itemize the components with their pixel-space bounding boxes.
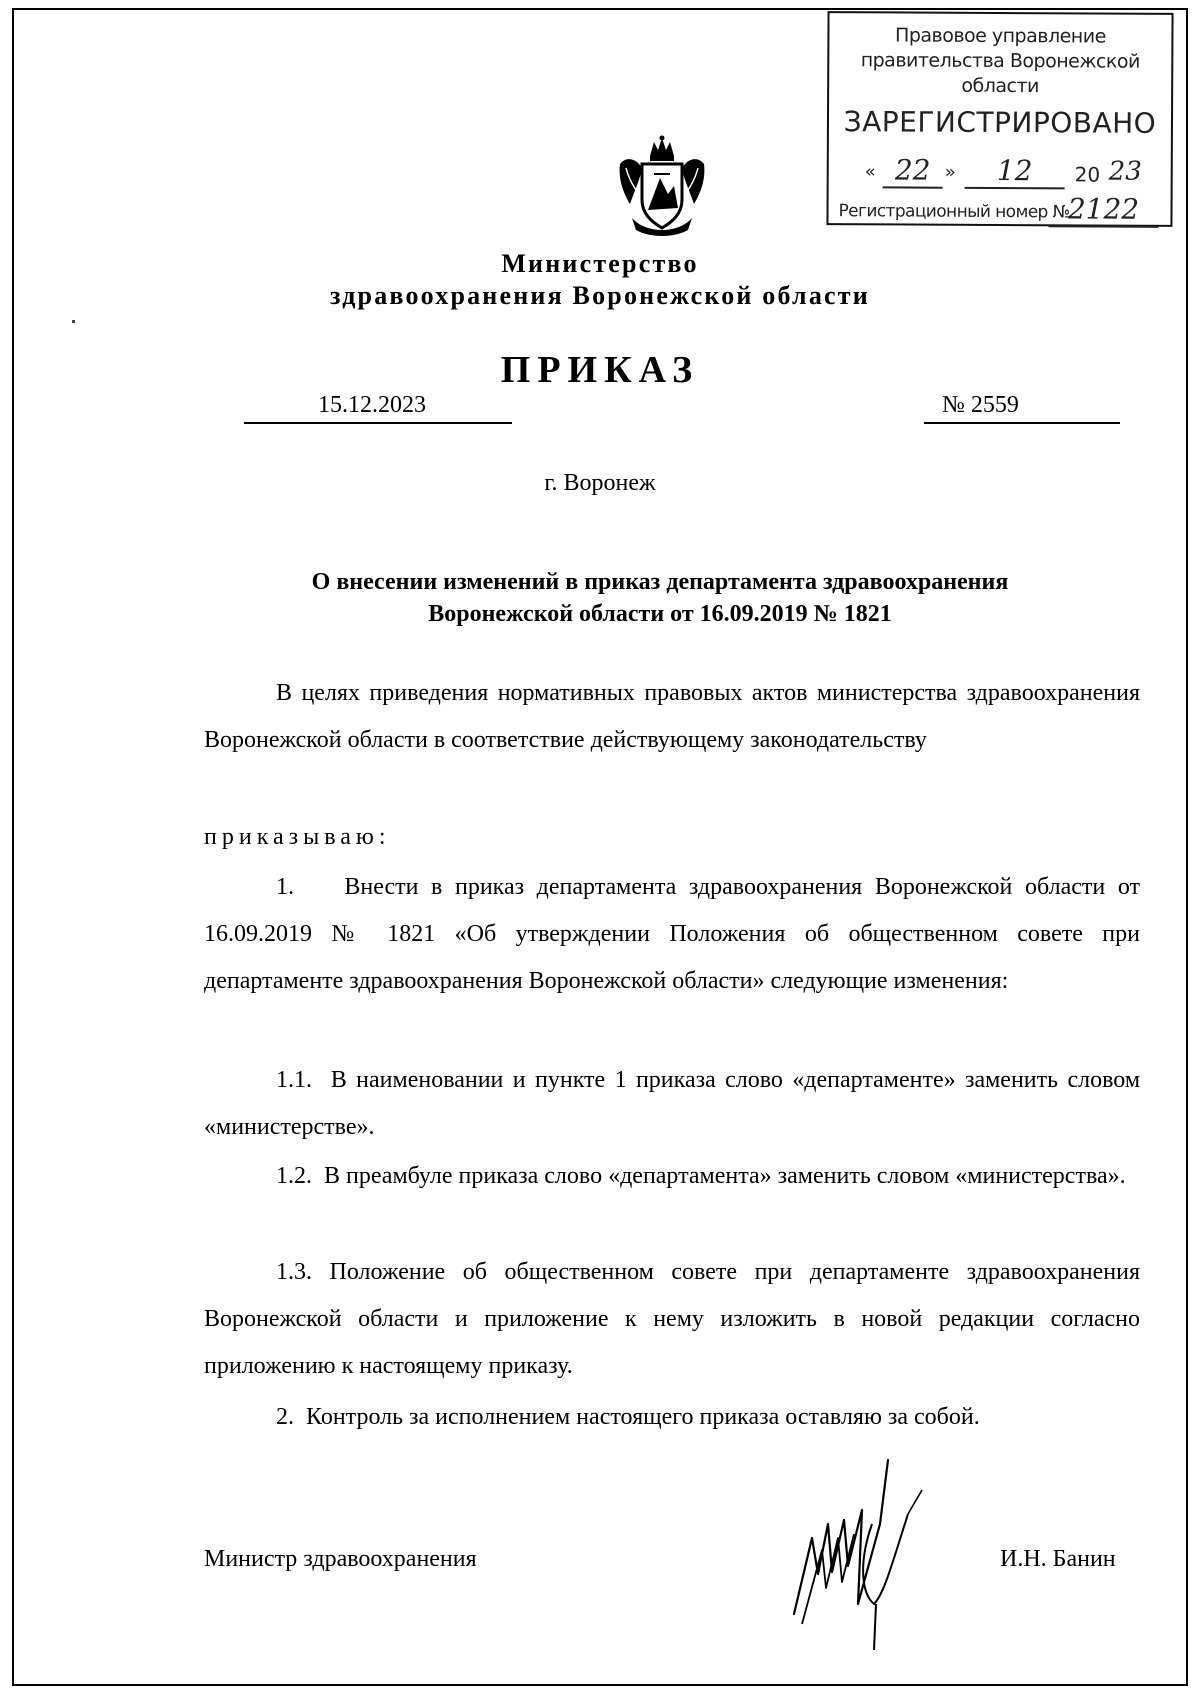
stamp-month: 12	[965, 154, 1065, 190]
order-subject	[200, 566, 1120, 630]
stamp-regnum-value: 2122	[1048, 192, 1158, 228]
item-1-3-paragraph: 1.3. Положение об общественном совете при департаменте здравоохранения Воронежской области и приложение к нему изложить в новой редакции согласно приложению к настоящему приказу.	[204, 1259, 1140, 1379]
stamp-year-prefix: 20	[1074, 162, 1101, 187]
item-1-2-paragraph: 1.2. В преамбуле приказа слово «департамента» заменить словом «министерства».	[276, 1163, 1126, 1189]
coat-of-arms-icon	[612, 134, 712, 238]
signer-name: И.Н. Банин	[1000, 1546, 1116, 1572]
stamp-quote-open: «	[864, 161, 876, 183]
stamp-department: Правовое управление правительства Воронежской области	[860, 24, 1140, 98]
order-subject-line2: Воронежской области от 16.09.2019 № 1821	[428, 601, 892, 627]
preamble-paragraph: В целях приведения нормативных правовых актов министерства здравоохранения Воронежской области в соответствие действующему законодательству	[204, 680, 1140, 753]
item-1-paragraph: 1. Внести в приказ департамента здравоохранения Воронежской области от 16.09.2019 № 1821 «Об утверждении Положения об общественном совете при департаменте здравоохранения Воронежской области» следующие изменения:	[204, 874, 1140, 994]
ministry-title-line1: Министерство	[501, 249, 699, 278]
handwritten-signature	[788, 1454, 988, 1654]
stamp-regnum-row	[838, 192, 1168, 226]
ministry-title-line2: здравоохранения Воронежской области	[330, 281, 870, 310]
stamp-quote-close: »	[944, 161, 956, 183]
scan-speck	[72, 320, 75, 323]
order-number-field	[924, 392, 1120, 424]
order-subject-line1: О внесении изменений в приказ департамента здравоохранения	[311, 569, 1009, 595]
order-date: 15.12.2023	[318, 392, 426, 418]
order-date-field	[244, 392, 512, 424]
signer-title: Министр здравоохранения	[204, 1546, 477, 1572]
stamp-year-suffix: 23	[1108, 156, 1142, 187]
ministry-title	[0, 248, 1200, 312]
order-number: № 2559	[942, 392, 1019, 418]
stamp-day: 22	[883, 153, 943, 188]
item-2-paragraph: 2. Контроль за исполнением настоящего приказа оставляю за собой.	[276, 1404, 980, 1430]
orders-word: приказываю:	[204, 824, 391, 850]
stamp-regnum-label: Регистрационный номер №	[838, 201, 1070, 223]
city: г. Воронеж	[544, 470, 656, 496]
stamp-registered-label: ЗАРЕГИСТРИРОВАНО	[843, 105, 1157, 140]
registration-stamp	[826, 11, 1173, 227]
document-type-title: ПРИКАЗ	[500, 349, 700, 391]
item-1-1-paragraph: 1.1. В наименовании и пункте 1 приказа слово «департаменте» заменить словом «министерстве».	[204, 1067, 1140, 1140]
stamp-date-row	[865, 153, 1165, 191]
